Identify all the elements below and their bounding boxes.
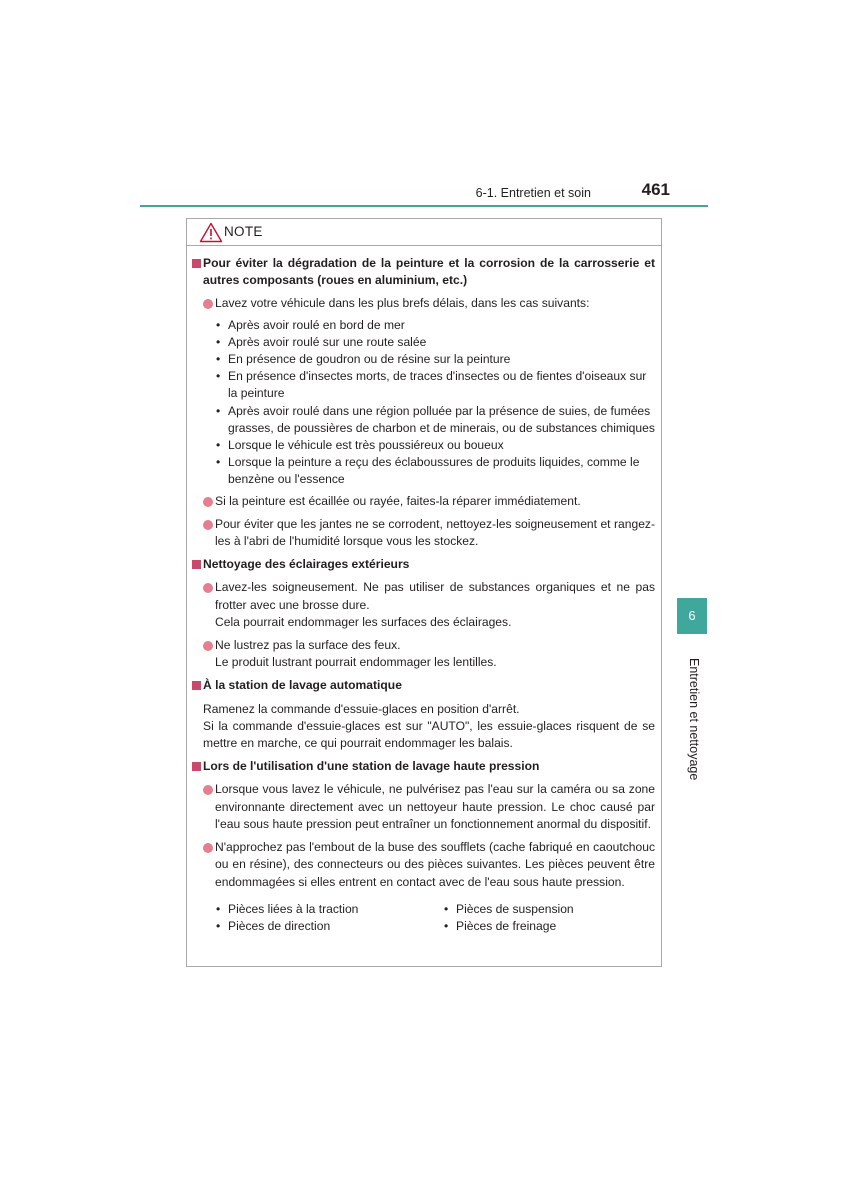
list-item: Ne lustrez pas la surface des feux. Le produit lustrant pourrait endommager les lentilles. [187, 637, 661, 671]
note-content [187, 255, 661, 941]
section-title: 6-1. Entretien et soin [475, 186, 591, 200]
item-dot [203, 843, 213, 853]
header-rule [140, 205, 708, 207]
section-heading: Nettoyage des éclairages extérieurs [187, 556, 661, 573]
section-heading: À la station de lavage automatique [187, 677, 661, 694]
parts-list [187, 901, 661, 941]
bullet-item: • Lorsque la peinture a reçu des éclaboussures de produits liquides, comme le benzène ou l'essence [216, 455, 640, 487]
parts-list-right [444, 901, 580, 935]
bullet-item: • Pièces de direction [216, 918, 331, 933]
list-item: Si la peinture est écaillée ou rayée, faites-la réparer immédiatement. [187, 493, 661, 510]
list-item: Lorsque vous lavez le véhicule, ne pulvérisez pas l'eau sur la caméra ou sa zone environnante directement avec un nettoyeur haute pression. Le choc causé par l'eau sous haute pression peut entraîner un fonctionnement anormal du dispositif. [187, 781, 661, 833]
section-heading: Lors de l'utilisation d'une station de lavage haute pression [187, 758, 661, 775]
paragraph: Ramenez la commande d'essuie-glaces en position d'arrêt. Si la commande d'essuie-glaces est sur "AUTO", les essuie-glaces risquent de se mettre en marche, ce qui pourrait endommager les balais. [203, 701, 655, 751]
bullet-item: • Après avoir roulé sur une route salée [216, 334, 427, 349]
bullet-item: • Lorsque le véhicule est très poussiéreux ou boueux [216, 438, 504, 453]
bullet-item: • Après avoir roulé dans une région polluée par la présence de suies, de fumées grasses, de poussières de charbon et de minerais, ou de substances chimiques [216, 403, 655, 435]
list-item: N'approchez pas l'embout de la buse des soufflets (cache fabriqué en caoutchouc ou en résine), des connecteurs ou des pièces suivantes. Les pièces peuvent être endommagées si elles entrent en contact avec de l'eau sous haute pression. [187, 839, 661, 891]
page-number: 461 [641, 180, 670, 199]
bullet-item: • Après avoir roulé en bord de mer [216, 317, 405, 332]
bullet-item: • Pièces liées à la traction [216, 901, 359, 916]
bullet-item: • Pièces de freinage [444, 918, 557, 933]
bullet-item: • En présence d'insectes morts, de traces d'insectes ou de fientes d'oiseaux sur la peinture [216, 369, 647, 401]
item-dot [203, 785, 213, 795]
bullet-item: • En présence de goudron ou de résine sur la peinture [216, 352, 511, 367]
list-item: Pour éviter que les jantes ne se corrodent, nettoyez-les soigneusement et rangez-les à l'abri de l'humidité lorsque vous les stockez. [187, 516, 661, 550]
section-marker [192, 560, 201, 569]
section-marker [192, 762, 201, 771]
item-dot [203, 520, 213, 530]
note-title: NOTE [224, 224, 263, 239]
section-heading: Pour éviter la dégradation de la peinture et la corrosion de la carrosserie et autres composants (roues en aluminium, etc.) [187, 255, 661, 289]
parts-list-left [216, 901, 364, 935]
note-box [186, 218, 662, 967]
item-dot [203, 583, 213, 593]
page-header [140, 178, 708, 208]
item-dot [203, 641, 213, 651]
section-marker [192, 681, 201, 690]
section-marker [192, 259, 201, 268]
warning-triangle-icon [199, 222, 223, 243]
item-dot [203, 497, 213, 507]
bullet-list [187, 317, 661, 489]
chapter-tab: 6 [677, 598, 707, 634]
list-item: Lavez votre véhicule dans les plus brefs délais, dans les cas suivants: [187, 295, 661, 312]
list-item: Lavez-les soigneusement. Ne pas utiliser de substances organiques et ne pas frotter avec une brosse dure. Cela pourrait endommager les surfaces des éclairages. [187, 579, 661, 631]
bullet-item: • Pièces de suspension [444, 901, 574, 916]
item-dot [203, 299, 213, 309]
note-header [187, 219, 661, 246]
chapter-tab-label: Entretien et nettoyage [687, 658, 701, 781]
